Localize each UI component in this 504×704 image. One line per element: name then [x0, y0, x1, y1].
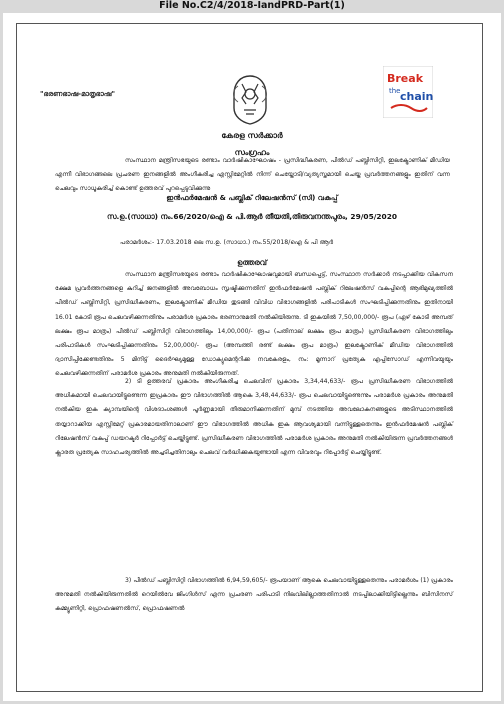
summary-heading: സംഗ്രഹം — [234, 148, 270, 157]
official-language-tagline: "ഭരണഭാഷ-മാതൃഭാഷ" — [40, 90, 116, 98]
file-number-header: File No.C2/4/2018-IandPRD-Part(1) — [159, 0, 345, 11]
paragraph-3-text: 3) പീൽഡ് പബ്ലിസിറ്റി വിഭാഗത്തിൽ 6,94,59,605/- രൂപയാണ് ആകെ ചെലവായിട്ടുള്ളതെന്നും പരാമർശം (1) പ്രകാരം അനുമതി നൽകിയിരുന്നതിൽ റെയിൽവേ ജിംഗിൾസ് എന്ന പ്രചരണ പരിപാടി നിലവിലില്ലാത്തതിനാൽ നടപ്പിലാക്കിയിട്ടില്ലെന്നും ബിസിനസ് കമ്മ്യൂണിറ്റി, പ്രൊഫഷണൽസ്, പ്രൊഫഷണൽ — [55, 577, 453, 613]
logo-the-text: the — [389, 87, 401, 95]
subject-text: സംസ്ഥാന മന്ത്രിസഭയുടെ രണ്ടാം വാർഷികാഘോഷം - പ്രസിദ്ധീകരണ, പീൽഡ് പബ്ലിസിറ്റി, ഇലക്ട്രോണിക് മീഡിയ എന്നീ വിഭാഗങ്ങലെ പ്രചരണ ഇനങ്ങളിൽ അംഗീകരിച്ച എസ്റ്റിമേറ്റിൽ നിന്ന് ചെയ്തോടി/വ്യത്യസ്തമായി ചെയ്ത പ്രവർത്തനങ്ങളും ഇതിന് വന്ന ചെലവും സാധൂകരിച്ച് കൊണ്ട് ഉത്തരവ് പുറപ്പെടുവിക്കുന്നു — [55, 157, 450, 193]
order-paragraph-3 — [55, 574, 453, 617]
order-number-date: സ.ഉ.(സാധാ) നം.66/2020/ഐ & പി.ആർ തീയതി,തിരുവനന്തപുരം, 29/05/2020 — [107, 212, 397, 221]
break-the-chain-logo — [383, 66, 433, 118]
order-paragraph-2 — [55, 375, 453, 460]
reference-line: പരാമർശം:- 17.03.2018 ലെ സ.ഉ. (സാധാ.) നം.55/2018/ഐ & പി ആർ — [120, 239, 334, 246]
paragraph-1-text: സംസ്ഥാന മന്ത്രിസഭയുടെ രണ്ടാം വാർഷികാഘോഷവുമായി ബന്ധപ്പെട്ട്, സംസ്ഥാന സർക്കാർ നടപ്പാക്കിയ വികസന ക്ഷേമ പ്രവർത്തനങ്ങളെ കുറിച്ച് ജനങ്ങളിൽ അവബോധം സൃഷ്ടിക്കുന്നതിന് ഇൻഫർമേഷൻ പബ്ലിക് റിലേഷൻസ് വകുപ്പിന്റെ ആഭിമുഖ്യത്തിൽ പീൽഡ് പബ്ലിസിറ്റി, പ്രസിദ്ധീകരണം, ഇലക്ട്രോണിക് മീഡിയ തുടങ്ങി വിവിധ വിഭാഗങ്ങളിൽ പരിപാടികൾ സംഘടിപ്പിക്കുന്നതിനും ഇതിനായി 16.01 കോടി രൂപ ചെലവഴിക്കുന്നതിനും പരാമർശ പ്രകാരം ഭരണാനുമതി നൽകിയിരുന്നു. ടി ഇകയിൽ 7,50,00,000/- രൂപ (ഏഴ് കോടി അമ്പത് ലക്ഷം രൂപ മാത്രം) പീൽഡ് പബ്ലിസിറ്റി വിഭാഗത്തിലും 14,00,000/- രൂപ (പതിനാല് ലക്ഷം രൂപ മാത്രം) പ്രസിദ്ധീകരണ വിഭാഗത്തിലും പരിപാടികൾ സംഘടിപ്പിക്കുന്നതിനും 52,00,000/- രൂപ (അമ്പത്തി രണ്ട് ലക്ഷം രൂപ മാത്രം) ഇലക്ട്രോണിക് മീഡിയ വിഭാഗത്തിൽ ദ്വാസിപ്പിക്കേണ്ടതിനും 5 മിനിട്ട് ദൈർഘ്യമുള്ള ഡോക്യുമെന്ററിക്ക നവകേരളം, നം: മൂന്നാറ് പ്രത്യേക എപ്പിസോഡ് എന്നിവയുയും ചെലവഴിക്കുന്നതിന് പരാമർശ പ്രകാരം അനുമതി നൽകിയിരുന്നത്. — [55, 271, 453, 378]
order-paragraph-1 — [55, 268, 453, 382]
logo-chain-text: chain — [400, 90, 433, 103]
paragraph-2-text: 2) ടി ഉത്തരവ് പ്രകാരം അംഗീകരിച്ച ചെലവിന് പ്രകാരം 3,34,44,633/- രൂപ പ്രസിദ്ധീകരണ വിഭാഗത്തിൽ അധികമായി ചെലവായിട്ടുണ്ടെന്ന ഇപ്രകാരം ഈ വിഭാഗത്തിൽ ആകെ 3,48,44,633/- രൂപ ചെലവായിട്ടുണ്ടെന്നും പരാമർശ പ്രകാരം അനുമതി നൽകിയ ഇക ക്യാമ്പയിന്റെ വിശദാംശങ്ങൾ പൂർണ്ണമായി തീരുമാനിക്കുന്നതിന് മുമ്പ് നടത്തിയ അവലോകനങ്ങളുടെ അടിസ്ഥാനത്തിൽ തയ്യാറാക്കിയ എസ്റ്റിമേറ്റ് പ്രകാരമായതിനാലാണ് ഈ വിഭാഗത്തിൽ അധിക ഇക ആവശ്യമായി വന്നിട്ടുള്ളതെന്നും ഇൻഫർമേഷൻ പബ്ലിക് റിലേഷൻസ് വകുപ്പ് ഡയറക്ടർ റിപ്പോർട്ട് ചെയ്തിട്ടുണ്ട്. പ്രസിദ്ധീകരണ വിഭാഗത്തിൽ പരാമർശ പ്രകാരം അനുമതി നൽകിയിരുന്ന പ്രവർത്തനങ്ങൾ ക്ലാരത പ്രത്യേക സാഹചര്യത്തിൽ അച്ചടിച്ചതിനാലും ചെലവ് വർദ്ധിക്കുകയുണ്ടായി എന്ന വിവരവും റിപ്പോർട്ട് ചെയ്തിട്ടുണ്ട്. — [55, 378, 453, 457]
logo-break-text: Break — [387, 72, 424, 85]
subject-paragraph — [55, 154, 450, 197]
order-title: ഉത്തരവ് — [237, 258, 267, 267]
government-name: കേരള സർക്കാർ — [221, 131, 283, 140]
state-emblem-icon — [228, 72, 272, 126]
department-name: ഇൻഫർമേഷൻ & പബ്ലിക് റിലേഷൻസ് (സി) വകുപ്പ് — [166, 193, 338, 202]
